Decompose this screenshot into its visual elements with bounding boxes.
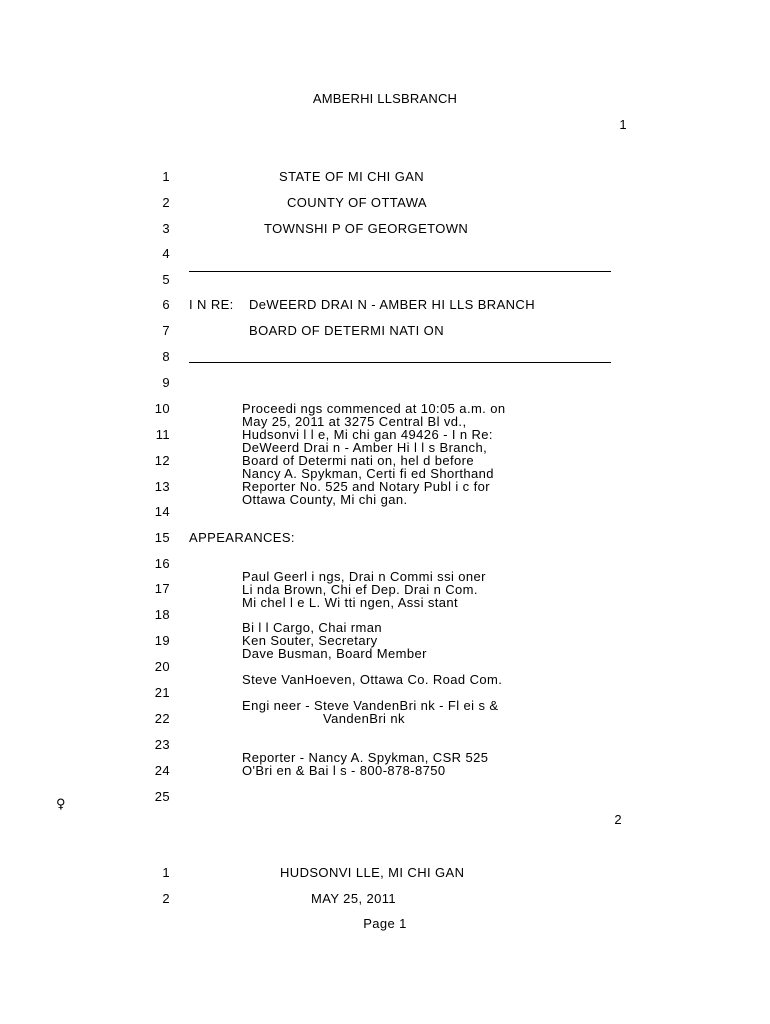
appearance-line: Dave Busman, Board Member (242, 646, 427, 661)
line-number: 16 (154, 556, 170, 571)
margin-mark: ♀ (56, 797, 66, 812)
appearances-heading: APPEARANCES: (189, 530, 295, 545)
line-number: 20 (154, 659, 170, 674)
line-number: 6 (162, 297, 170, 312)
line-number: 14 (154, 504, 170, 519)
line-number: 23 (154, 737, 170, 752)
line-number: 12 (154, 453, 170, 468)
in-re-label: I N RE: (189, 297, 234, 312)
line-number: 15 (154, 530, 170, 545)
line-number: 9 (162, 375, 170, 390)
proceedings-line: Reporter No. 525 and Notary Publ i c for (242, 479, 490, 494)
proceedings-line: Board of Determi nati on, hel d before (242, 453, 474, 468)
proceedings-line: Nancy A. Spykman, Certi fi ed Shorthand (242, 466, 494, 481)
proceedings-line: Proceedi ngs commenced at 10:05 a.m. on (242, 401, 506, 416)
line-number: 19 (154, 633, 170, 648)
date-line: MAY 25, 2011 (311, 891, 397, 906)
board-title: BOARD OF DETERMI NATI ON (249, 323, 444, 338)
line-number: 4 (162, 246, 170, 261)
page-header-title: AMBERHI LLSBRANCH (312, 91, 458, 106)
line-number: 2 (162, 891, 170, 906)
appearance-line: Bi l l Cargo, Chai rman (242, 620, 382, 635)
line-number: 21 (154, 685, 170, 700)
line-number: 11 (155, 427, 170, 442)
location-line: HUDSONVI LLE, MI CHI GAN (280, 865, 465, 880)
line-number: 2 (162, 195, 170, 210)
appearance-line: O'Bri en & Bai l s - 800-878-8750 (242, 763, 446, 778)
line-number: 18 (154, 607, 170, 622)
appearance-line: Paul Geerl i ngs, Drai n Commi ssi oner (242, 569, 486, 584)
divider-rule (189, 362, 611, 363)
proceedings-line: May 25, 2011 at 3275 Central Bl vd., (242, 414, 467, 429)
appearance-line: Steve VanHoeven, Ottawa Co. Road Com. (242, 672, 503, 687)
appearance-line: Reporter - Nancy A. Spykman, CSR 525 (242, 750, 489, 765)
proceedings-line: Ottawa County, Mi chi gan. (242, 492, 408, 507)
line-number: 10 (154, 401, 170, 416)
page-footer: Page 1 (363, 916, 407, 931)
line-number: 24 (154, 763, 170, 778)
line-number: 22 (154, 711, 170, 726)
caption-county: COUNTY OF OTTAWA (287, 195, 428, 210)
in-re-title: DeWEERD DRAI N - AMBER HI LLS BRANCH (249, 297, 536, 312)
appearance-line: Li nda Brown, Chi ef Dep. Drai n Com. (242, 582, 478, 597)
page-number: 2 (614, 812, 622, 827)
appearance-line: VandenBri nk (323, 711, 405, 726)
proceedings-line: DeWeerd Drai n - Amber Hi l l s Branch, (242, 440, 488, 455)
line-number: 8 (162, 349, 170, 364)
appearance-line: Mi chel l e L. Wi tti ngen, Assi stant (242, 595, 459, 610)
line-number: 1 (162, 865, 170, 880)
line-number: 1 (162, 169, 170, 184)
line-number: 17 (154, 581, 170, 596)
page-number: 1 (619, 117, 627, 132)
appearance-line: Ken Souter, Secretary (242, 633, 378, 648)
appearance-line: Engi neer - Steve VandenBri nk - Fl ei s & (242, 698, 499, 713)
line-number: 5 (162, 272, 170, 287)
caption-state: STATE OF MI CHI GAN (279, 169, 425, 184)
line-number: 3 (162, 221, 170, 236)
line-number: 13 (154, 479, 170, 494)
caption-township: TOWNSHI P OF GEORGETOWN (264, 221, 469, 236)
proceedings-line: Hudsonvi l l e, Mi chi gan 49426 - I n Re: (242, 427, 493, 442)
line-number: 7 (162, 323, 170, 338)
line-number: 25 (154, 789, 170, 804)
divider-rule (189, 271, 611, 272)
